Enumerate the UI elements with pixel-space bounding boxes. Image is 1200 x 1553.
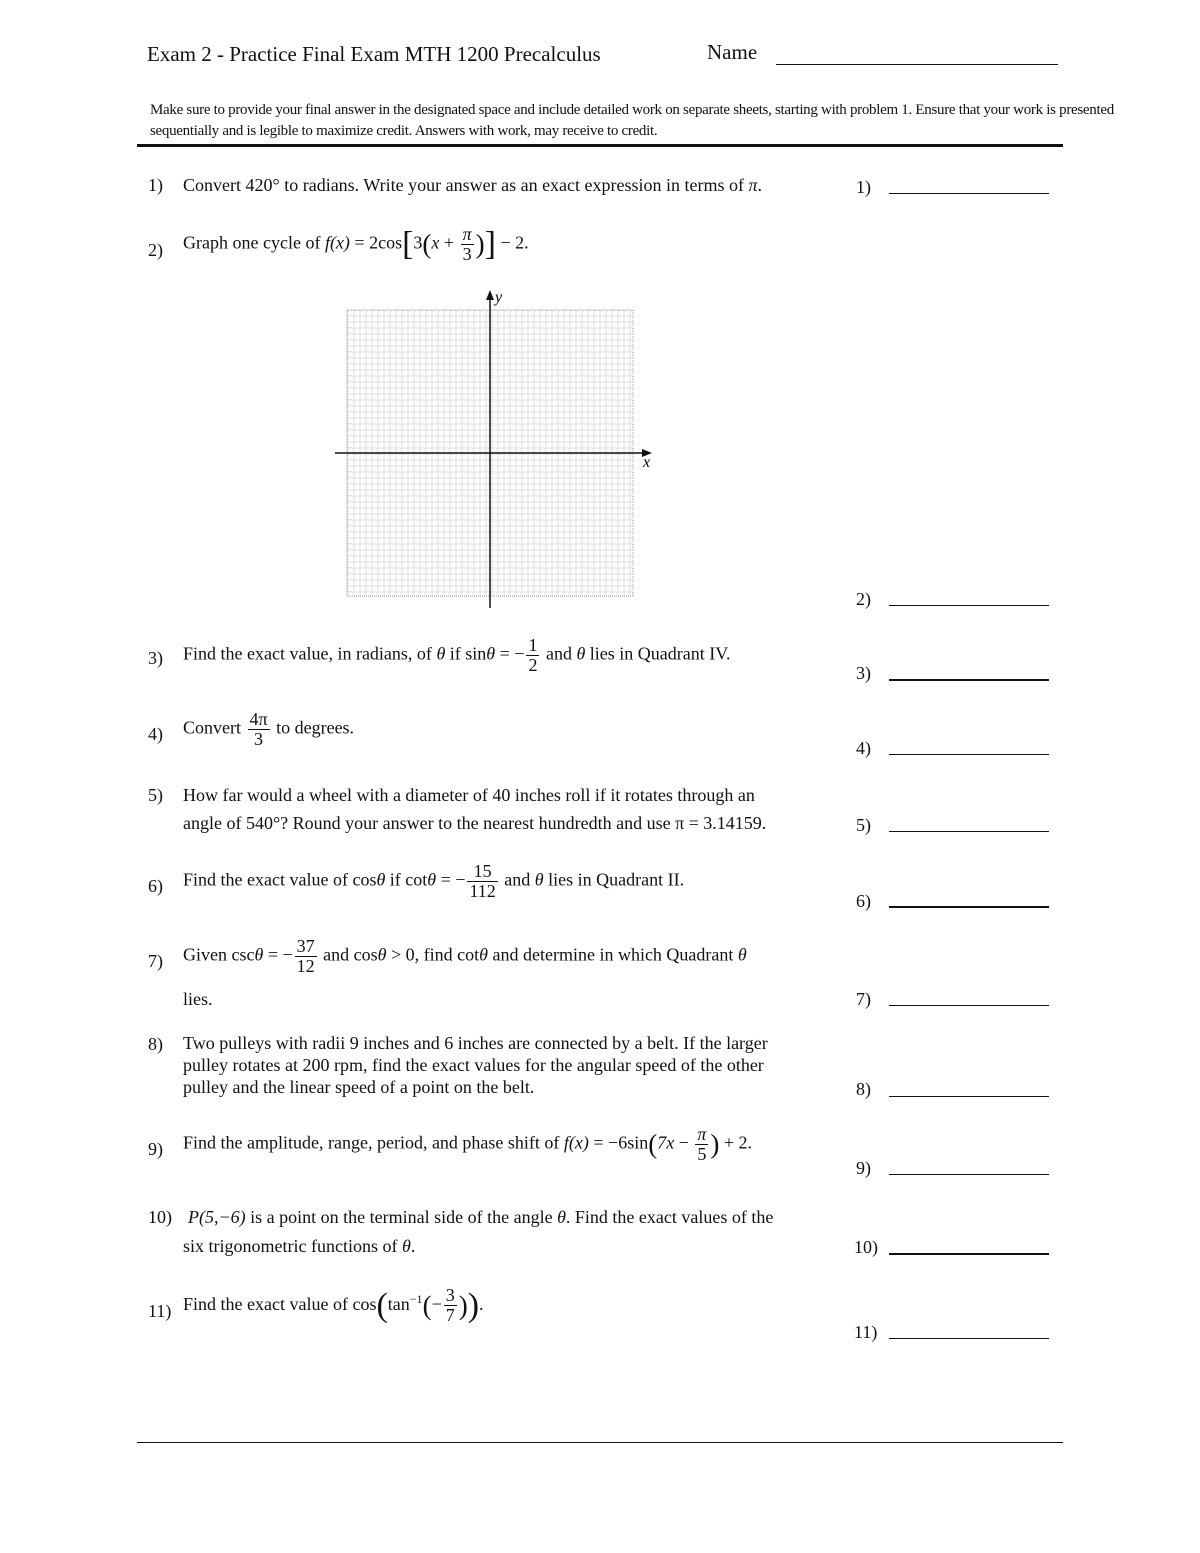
name-label: Name bbox=[707, 40, 758, 64]
fraction-numerator: 4π bbox=[249, 709, 268, 729]
text: sin bbox=[465, 643, 487, 664]
text: and bbox=[318, 944, 354, 965]
text: Find the exact value, in radians, of bbox=[183, 643, 437, 664]
text: 3 bbox=[413, 232, 423, 253]
answer-label: 7) bbox=[856, 989, 871, 1009]
question-5-text bbox=[183, 781, 766, 837]
fraction bbox=[695, 1125, 708, 1164]
question-number: 4) bbox=[148, 724, 163, 744]
text: − bbox=[674, 1132, 694, 1153]
answer-label: 8) bbox=[856, 1079, 871, 1099]
text: . Find the exact values of the bbox=[565, 1207, 774, 1227]
text: lies in Quadrant II. bbox=[543, 869, 685, 890]
fraction bbox=[467, 862, 497, 901]
answer-field-4[interactable] bbox=[889, 754, 1049, 755]
fraction bbox=[461, 225, 474, 264]
text: Find the exact value of bbox=[183, 869, 353, 890]
text: = − bbox=[495, 643, 525, 664]
text: cos bbox=[353, 944, 378, 965]
question-number: 7) bbox=[148, 951, 163, 971]
theta-symbol: θ bbox=[436, 643, 446, 664]
text: − bbox=[431, 1294, 442, 1314]
answer-label: 6) bbox=[856, 891, 871, 911]
theta-symbol: θ bbox=[534, 869, 544, 890]
theta-symbol: θ bbox=[254, 944, 264, 965]
text: lies in Quadrant IV. bbox=[585, 643, 731, 664]
text: = 2cos bbox=[349, 232, 403, 253]
question-1-text bbox=[183, 172, 762, 198]
text: Graph one cycle of bbox=[183, 232, 325, 253]
text: six trigonometric functions of bbox=[183, 1236, 402, 1256]
right-bracket: ] bbox=[484, 225, 496, 263]
answer-field-9[interactable] bbox=[889, 1174, 1049, 1175]
text: if bbox=[445, 643, 466, 664]
fraction-denominator: 12 bbox=[296, 955, 315, 976]
text: tan bbox=[387, 1294, 410, 1314]
text: Convert bbox=[183, 717, 246, 738]
question-10-text bbox=[188, 1204, 773, 1230]
text: − 2. bbox=[495, 232, 529, 253]
right-paren: ) bbox=[467, 1286, 480, 1324]
theta-symbol: θ bbox=[401, 1236, 411, 1256]
y-axis-label: y bbox=[495, 289, 503, 306]
theta-symbol: θ bbox=[557, 1207, 566, 1227]
answer-field-1[interactable] bbox=[889, 193, 1049, 194]
text: Convert bbox=[183, 175, 246, 195]
instructions: Make sure to provide your final answer in the designated space and include detailed work on separate sheets, starting with problem 1. Ensure that your work is presented sequentially and is legible to maximize credit. Answers with work, may receive to credit. bbox=[150, 102, 1114, 139]
text: and bbox=[499, 869, 535, 890]
left-paren: ( bbox=[376, 1286, 388, 1324]
question-10-text-line2 bbox=[183, 1233, 415, 1259]
answer-label: 1) bbox=[856, 177, 871, 197]
coordinate-grid[interactable] bbox=[330, 286, 660, 612]
question-4-text bbox=[183, 710, 354, 749]
answer-label: 4) bbox=[856, 738, 871, 758]
fraction-denominator: 3 bbox=[462, 243, 472, 264]
answer-label: 9) bbox=[856, 1158, 871, 1178]
text: + 2. bbox=[719, 1132, 753, 1153]
question-11-text bbox=[183, 1286, 484, 1325]
text: Given bbox=[183, 944, 232, 965]
text: cot bbox=[457, 944, 480, 965]
text: 7x bbox=[657, 1132, 675, 1153]
name-field[interactable] bbox=[776, 64, 1058, 65]
point: P(5,−6) bbox=[188, 1207, 246, 1227]
footer-divider bbox=[137, 1442, 1063, 1443]
page-title: Exam 2 - Practice Final Exam MTH 1200 Precalculus bbox=[147, 42, 601, 66]
fraction-denominator: 2 bbox=[528, 654, 538, 675]
text: . bbox=[479, 1294, 484, 1314]
function-name: f(x) bbox=[563, 1132, 589, 1153]
text: . bbox=[410, 1236, 416, 1256]
fraction bbox=[295, 937, 317, 976]
variable: x bbox=[431, 232, 440, 253]
theta-symbol: θ bbox=[427, 869, 437, 890]
right-paren: ) bbox=[710, 1128, 720, 1159]
answer-field-3[interactable] bbox=[889, 679, 1049, 681]
question-3-text bbox=[183, 636, 730, 675]
answer-field-7[interactable] bbox=[889, 1005, 1049, 1006]
fraction-denominator: 3 bbox=[254, 728, 264, 749]
text-line: pulley and the linear speed of a point on the belt. bbox=[183, 1077, 535, 1097]
exponent: −1 bbox=[409, 1292, 423, 1306]
fraction-numerator: π bbox=[462, 224, 472, 244]
question-6-text bbox=[183, 862, 684, 901]
fraction bbox=[526, 636, 539, 675]
text: . bbox=[757, 175, 763, 195]
text: Find the amplitude, range, period, and phase shift of bbox=[183, 1132, 564, 1153]
question-number: 6) bbox=[148, 876, 163, 896]
text: if bbox=[385, 869, 406, 890]
fraction-numerator: 37 bbox=[296, 936, 315, 956]
question-7-text bbox=[183, 937, 747, 976]
answer-field-8[interactable] bbox=[889, 1096, 1049, 1097]
question-8-text bbox=[183, 1032, 768, 1098]
fraction-numerator: π bbox=[697, 1124, 707, 1144]
text: = − bbox=[263, 944, 293, 965]
left-bracket: [ bbox=[402, 225, 414, 263]
answer-label: 5) bbox=[856, 815, 871, 835]
right-paren: ) bbox=[475, 228, 485, 259]
fraction-numerator: 3 bbox=[445, 1285, 455, 1306]
fraction-numerator: 15 bbox=[467, 862, 497, 882]
question-number: 8) bbox=[148, 1034, 163, 1054]
left-paren: ( bbox=[422, 228, 432, 259]
text: cos bbox=[352, 869, 377, 890]
question-number: 5) bbox=[148, 785, 163, 805]
text-line: angle of 540°? Round your answer to the nearest hundredth and use π = 3.14159. bbox=[183, 813, 767, 833]
text: = − bbox=[436, 869, 466, 890]
answer-field-6[interactable] bbox=[889, 906, 1049, 908]
theta-symbol: θ bbox=[737, 944, 747, 965]
question-number: 9) bbox=[148, 1139, 163, 1159]
text: cos bbox=[352, 1294, 377, 1314]
fraction-denominator: 112 bbox=[469, 880, 496, 901]
pi-symbol: π bbox=[748, 175, 758, 195]
answer-field-10[interactable] bbox=[889, 1253, 1049, 1255]
question-number: 10) bbox=[148, 1207, 172, 1227]
answer-label: 3) bbox=[856, 663, 871, 683]
left-paren: ( bbox=[422, 1290, 432, 1321]
text: = −6sin bbox=[588, 1132, 649, 1153]
fraction bbox=[444, 1286, 457, 1325]
theta-symbol: θ bbox=[479, 944, 488, 965]
answer-label: 2) bbox=[856, 589, 871, 609]
question-number: 3) bbox=[148, 648, 163, 668]
theta-symbol: θ bbox=[576, 643, 586, 664]
text: is a point on the terminal side of the angle bbox=[245, 1207, 558, 1227]
answer-label: 11) bbox=[854, 1322, 878, 1342]
question-2-text bbox=[183, 225, 529, 264]
text: cot bbox=[405, 869, 428, 890]
text-line: lies. bbox=[183, 989, 213, 1009]
fraction-denominator: 5 bbox=[697, 1143, 707, 1164]
text: to degrees. bbox=[271, 717, 355, 738]
text-line: pulley rotates at 200 rpm, find the exact values for the angular speed of the other bbox=[183, 1055, 764, 1075]
fraction bbox=[248, 710, 270, 749]
answer-label: 10) bbox=[854, 1237, 878, 1257]
question-number: 11) bbox=[148, 1301, 172, 1321]
theta-symbol: θ bbox=[377, 944, 387, 965]
left-paren: ( bbox=[648, 1128, 658, 1159]
fraction-numerator: 1 bbox=[528, 635, 538, 655]
right-paren: ) bbox=[458, 1290, 468, 1321]
text: to radians. Write your answer as an exact expression in terms of bbox=[279, 175, 749, 195]
question-number: 2) bbox=[148, 240, 163, 260]
text: and bbox=[541, 643, 577, 664]
text: > 0, find bbox=[386, 944, 458, 965]
theta-symbol: θ bbox=[376, 869, 386, 890]
degrees: 420° bbox=[245, 175, 280, 195]
text: and determine in which Quadrant bbox=[487, 944, 738, 965]
fraction-denominator: 7 bbox=[445, 1305, 455, 1326]
header-divider bbox=[137, 144, 1063, 147]
text-line: Two pulleys with radii 9 inches and 6 inches are connected by a belt. If the larger bbox=[183, 1033, 768, 1053]
theta-symbol: θ bbox=[486, 643, 496, 664]
y-axis-arrow bbox=[486, 290, 494, 300]
answer-field-2[interactable] bbox=[889, 605, 1049, 606]
text: + bbox=[439, 232, 459, 253]
answer-field-5[interactable] bbox=[889, 831, 1049, 832]
text-line: How far would a wheel with a diameter of 40 inches roll if it rotates through an bbox=[183, 785, 755, 805]
text: Find the exact value of bbox=[183, 1294, 353, 1314]
answer-field-11[interactable] bbox=[889, 1338, 1049, 1339]
function-name: f(x) bbox=[324, 232, 350, 253]
question-9-text bbox=[183, 1125, 752, 1164]
question-number: 1) bbox=[148, 175, 163, 195]
text: csc bbox=[231, 944, 255, 965]
x-axis-label: x bbox=[643, 454, 651, 471]
